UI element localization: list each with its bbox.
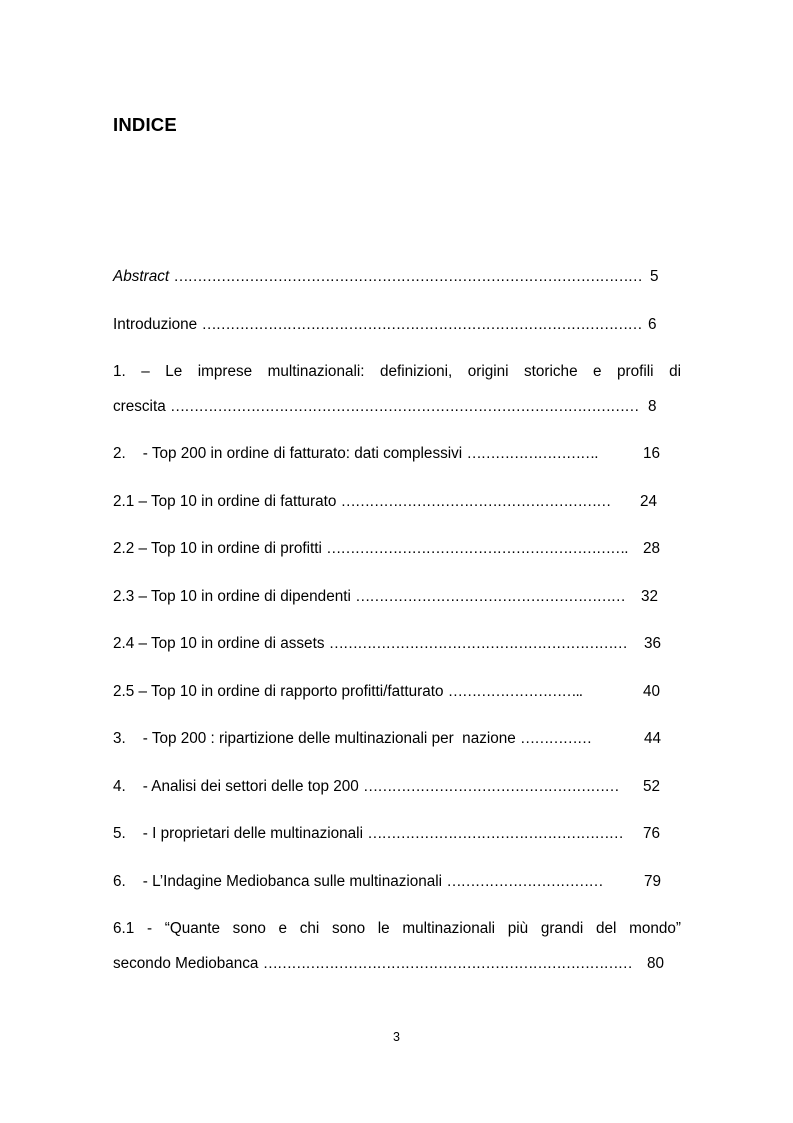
toc-entry-ch5[interactable] [113, 824, 623, 844]
toc-leader: ………………………………………………………………………………… [201, 316, 642, 333]
toc-word: 6.1 [113, 920, 135, 937]
toc-word: le [377, 920, 390, 937]
toc-page: 32 [641, 588, 659, 605]
toc-word: grandi [540, 920, 584, 937]
toc-leader: …………………………… [446, 873, 603, 890]
toc-entry-2-1[interactable] [113, 492, 610, 512]
toc-word: profili [617, 363, 654, 380]
toc-word: sono [232, 920, 266, 937]
toc-label: 2. - Top 200 in ordine di fatturato: dati complessivi [113, 445, 463, 462]
toc-word: “Quante [164, 920, 220, 937]
toc-entry-ch4[interactable] [113, 777, 619, 797]
toc-word: e [278, 920, 288, 937]
toc-word: chi [299, 920, 320, 937]
toc-page: 16 [643, 445, 661, 462]
toc-entry-ch1-line2[interactable] [113, 397, 638, 417]
toc-word: sono [331, 920, 366, 937]
toc-word: – [141, 363, 150, 380]
toc-leader: …………………………………………………………………… [262, 955, 632, 972]
toc-entry-ch2[interactable] [113, 444, 597, 464]
toc-word: Le [165, 363, 183, 380]
toc-page: 76 [643, 825, 661, 842]
toc-entry-abstract[interactable] [113, 267, 642, 287]
toc-label: Abstract [113, 268, 170, 285]
toc-label: 5. - I proprietari delle multinazionali [113, 825, 363, 842]
toc-word: di [669, 363, 681, 380]
toc-word: imprese [197, 363, 253, 380]
toc-word: multinazionali: [267, 363, 365, 380]
toc-page: 28 [643, 540, 661, 557]
toc-leader: ………………………. [466, 445, 598, 462]
toc-entry-2-2[interactable] [113, 539, 627, 559]
toc-label: 2.5 – Top 10 in ordine di rapporto profitti/fatturato [113, 683, 444, 700]
toc-entry-6-1-line2[interactable] [113, 954, 632, 974]
toc-word: mondo” [629, 920, 681, 937]
toc-page: 36 [644, 635, 662, 652]
toc-label: 6. - L’Indagine Mediobanca sulle multinazionali [113, 873, 443, 890]
toc-entry-6-1-line1[interactable] [113, 919, 681, 939]
toc-page: 24 [640, 493, 658, 510]
toc-leader: ……………………………………………… [367, 825, 623, 842]
toc-leader: ……………………………………………………………………………………… [169, 398, 639, 415]
toc-page: 5 [650, 268, 659, 285]
page-number: 3 [393, 1030, 400, 1044]
toc-page: 6 [648, 316, 657, 333]
toc-word: storiche [524, 363, 578, 380]
toc-leader: ……………………………………………… [363, 778, 619, 795]
toc-word: del [596, 920, 617, 937]
toc-leader: ……………………………………………………… [328, 635, 627, 652]
toc-label: 2.2 – Top 10 in ordine di profitti [113, 540, 322, 557]
toc-label: 2.3 – Top 10 in ordine di dipendenti [113, 588, 351, 605]
toc-page: 8 [648, 398, 657, 415]
toc-label: 3. - Top 200 : ripartizione delle multinazionali per nazione [113, 730, 516, 747]
toc-label: 4. - Analisi dei settori delle top 200 [113, 778, 359, 795]
toc-page: 40 [643, 683, 661, 700]
toc-label: crescita [113, 398, 166, 415]
toc-label: 2.4 – Top 10 in ordine di assets [113, 635, 325, 652]
toc-label: Introduzione [113, 316, 198, 333]
toc-word: origini [467, 363, 509, 380]
toc-leader: ……………………………………………………………………………………… [173, 268, 642, 285]
toc-leader: ………………………………………………… [355, 588, 625, 605]
toc-entry-ch3[interactable] [113, 729, 591, 749]
toc-page: 80 [647, 955, 665, 972]
toc-word: e [593, 363, 602, 380]
toc-page: 44 [644, 730, 662, 747]
toc-label: secondo Mediobanca [113, 955, 259, 972]
toc-leader: ………………………………………………… [340, 493, 611, 510]
toc-word: multinazionali [402, 920, 496, 937]
toc-entry-2-3[interactable] [113, 587, 625, 607]
toc-page: 79 [644, 873, 662, 890]
toc-leader: ……………………….. [447, 683, 582, 700]
toc-leader: …………… [520, 730, 592, 747]
toc-leader: ………………………………………………………. [326, 540, 628, 557]
page-title: INDICE [113, 114, 177, 135]
toc-entry-introduzione[interactable] [113, 315, 642, 335]
toc-word: più [507, 920, 529, 937]
toc-page: 52 [643, 778, 661, 795]
toc-entry-ch6[interactable] [113, 872, 603, 892]
toc-word: - [146, 920, 153, 937]
toc-word: 1. [113, 363, 126, 380]
toc-entry-ch1-line1[interactable] [113, 362, 681, 382]
toc-entry-2-5[interactable] [113, 682, 582, 702]
toc-word: definizioni, [379, 363, 453, 380]
toc-label: 2.1 – Top 10 in ordine di fatturato [113, 493, 337, 510]
toc-entry-2-4[interactable] [113, 634, 627, 654]
